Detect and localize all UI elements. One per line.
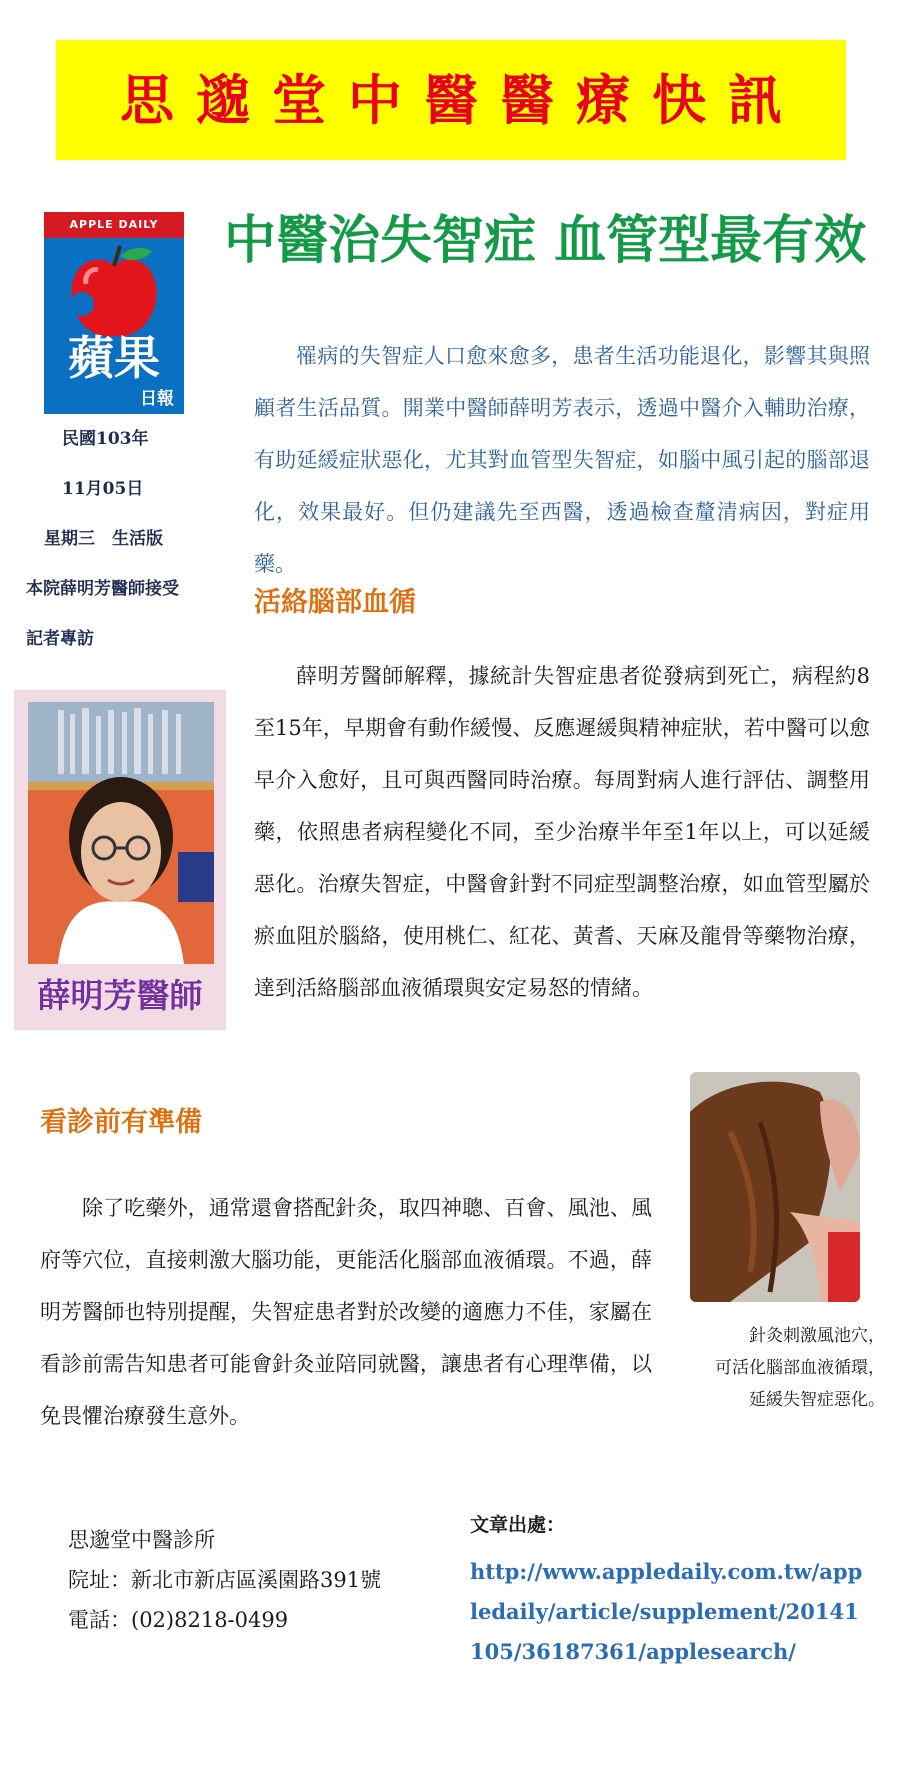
interview-note-line2: 記者專訪 xyxy=(26,629,94,649)
acupuncture-photo xyxy=(690,1072,860,1302)
clinic-phone: 電話：(02)8218-0499 xyxy=(68,1608,289,1632)
apple-daily-logo xyxy=(44,212,184,414)
section-body-brain-circulation: 薛明芳醫師解釋，據統計失智症患者從發病到死亡，病程約8至15年，早期會有動作緩慢、反應遲緩與精神症狀，若中醫可以愈早介入愈好，且可與西醫同時治療。每周對病人進行評估、調整用藥，依照患者病程變化不同，至少治療半年至1年以上，可以延緩惡化。治療失智症，中醫會針對不同症型調整治療，如血管型屬於瘀血阻於腦絡，使用桃仁、紅花、黃耆、天麻及龍骨等藥物治療，達到活絡腦部血液循環與安定易怒的情緒。 xyxy=(254,664,870,1000)
newsletter-title: 思邈堂中醫醫療快訊 xyxy=(120,68,804,132)
apple-icon xyxy=(62,244,166,344)
clinic-name: 思邈堂中醫診所 xyxy=(68,1528,215,1552)
article-headline: 中醫治失智症 血管型最有效 xyxy=(224,210,867,271)
publication-date: 11月05日 xyxy=(62,479,144,499)
logo-main-text: 蘋果 xyxy=(68,331,160,385)
photo-caption xyxy=(680,1320,885,1416)
article-intro: 罹病的失智症人口愈來愈多，患者生活功能退化，影響其與照顧者生活品質。開業中醫師薛明芳表示，透過中醫介入輔助治療，有助延緩症狀惡化，尤其對血管型失智症，如腦中風引起的腦部退化，效果最好。但仍建議先至西醫，透過檢查釐清病因，對症用藥。 xyxy=(254,344,870,576)
header-banner xyxy=(56,40,846,160)
section-heading-preparation: 看診前有準備 xyxy=(40,1107,202,1138)
publication-weekday-section: 星期三 生活版 xyxy=(44,529,163,549)
doctor-name-caption: 薛明芳醫師 xyxy=(37,976,203,1015)
doctor-photo-card xyxy=(14,690,226,1030)
source-label: 文章出處： xyxy=(470,1514,566,1536)
photo-caption-line1: 針灸刺激風池穴， xyxy=(749,1326,885,1346)
clinic-address: 院址：新北市新店區溪園路391號 xyxy=(68,1568,382,1592)
section-body-preparation: 除了吃藥外，通常還會搭配針灸，取四神聰、百會、風池、風府等穴位，直接刺激大腦功能，更能活化腦部血液循環。不過，薛明芳醫師也特別提醒，失智症患者對於改變的適應力不佳，家屬在看診前需告知患者可能會針灸並陪同就醫，讓患者有心理準備，以免畏懼治療發生意外。 xyxy=(40,1196,652,1428)
interview-note-line1: 本院薛明芳醫師接受 xyxy=(26,579,179,599)
photo-caption-line2: 可活化腦部血液循環， xyxy=(715,1358,885,1378)
clinic-info xyxy=(68,1520,381,1640)
logo-sub-text: 日報 xyxy=(140,389,174,409)
publication-year: 民國103年 xyxy=(62,429,149,449)
doctor-portrait xyxy=(28,702,214,964)
logo-top-text: APPLE DAILY xyxy=(44,212,184,238)
source-link[interactable]: http://www.appledaily.com.tw/appledaily/article/supplement/20141105/36187361/applesearch/ xyxy=(470,1559,863,1664)
photo-caption-line3: 延緩失智症惡化。 xyxy=(749,1390,885,1410)
section-heading-brain-circulation: 活絡腦部血循 xyxy=(254,587,416,618)
